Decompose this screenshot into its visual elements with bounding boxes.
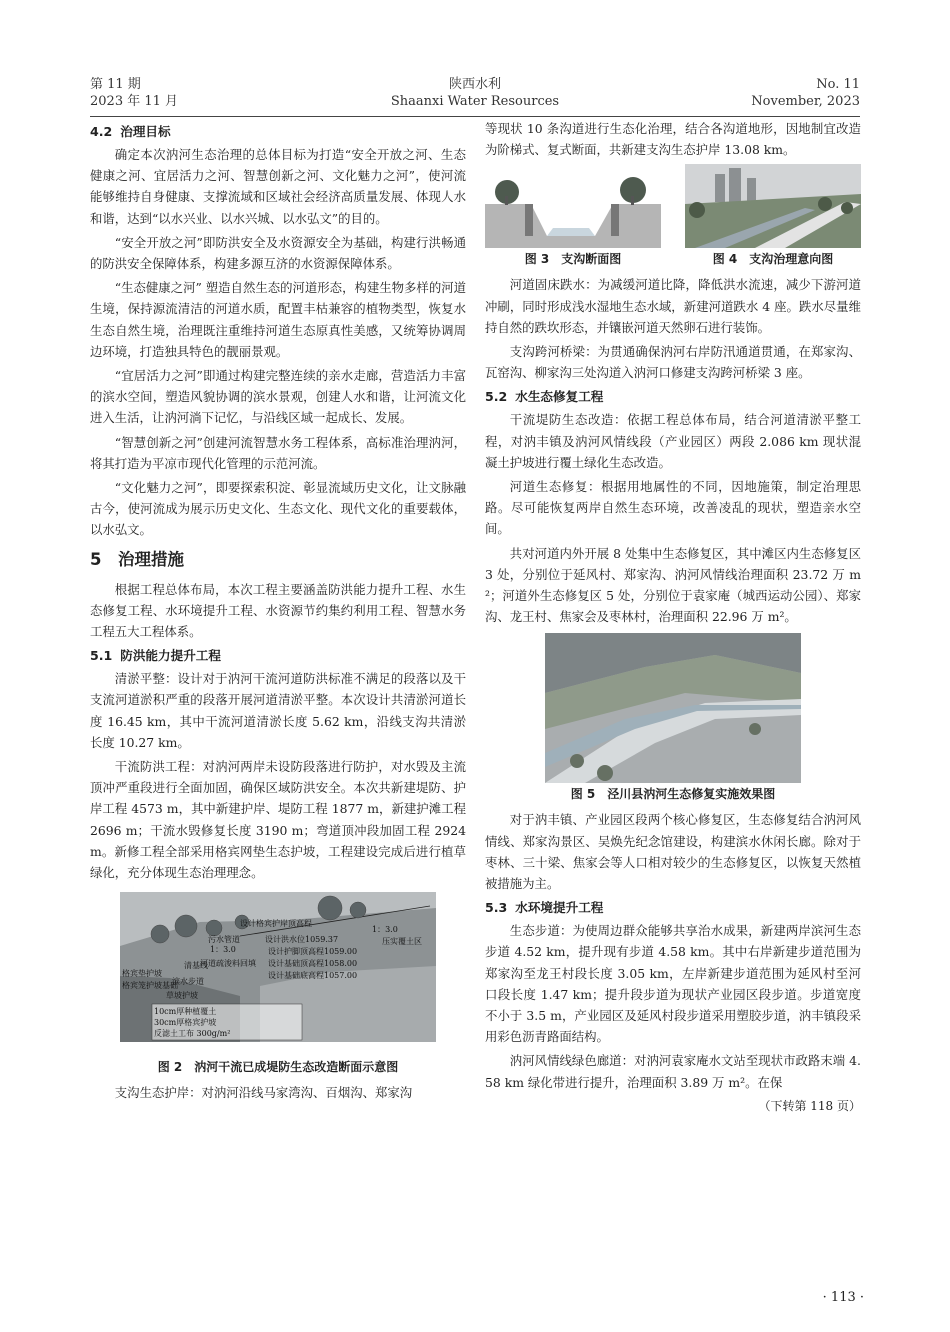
section-number: 4.2 bbox=[90, 124, 113, 139]
figure-3-ditch-section bbox=[485, 164, 661, 248]
section-heading-5 bbox=[90, 547, 466, 573]
fig2-label-found-bottom: 设计基础底高程1057.00 bbox=[268, 971, 358, 981]
figure-4-ditch-photo bbox=[685, 164, 861, 248]
paragraph: 支沟生态护岸：对汭河沿线马家湾沟、百烟沟、郑家沟 bbox=[114, 1085, 413, 1101]
fig2-label-sewer: 污水管道 bbox=[208, 935, 240, 945]
paragraph: 干流防洪工程：对汭河两岸未设防段落进行防护，对水毁及主流顶冲严重段进行全面加固，确保区域防洪安全。本次共新建堤防、护岸工程 4573 m，其中新建护岸、堤防工程 1877 m，新建护滩工程 2696 m；干流水毁修复长度 3190 m；弯道顶冲段加固工程 2924 m。新修工程全部采用格宾网垫生态护坡，工程建设完成后进行植草绿化，充分体现生态治理理念。 bbox=[90, 759, 466, 881]
figure-2-section-diagram bbox=[90, 886, 466, 1056]
paragraph: 共对河道内外开展 8 处集中生态修复区，其中滩区内生态修复区 3 处，分别位于延风村、郑家沟、汭河风情线治理面积 23.72 万 m²；河道外生态修复区 5 处，分别位于袁家庵（城西运动公园）、郑家沟、龙王村、焦家会及枣林村，治理面积 22.96 万 m²。 bbox=[485, 545, 861, 625]
fig2-label-gabion-base: 格宾笼护坡基础 bbox=[122, 981, 178, 991]
header-journal bbox=[90, 76, 860, 110]
journal-title-en: Shaanxi Water Resources bbox=[390, 94, 560, 109]
paragraph: “生态健康之河” 塑造自然生态的河道形态，构建生物多样的河道生境，保持源流清洁的河道水质，配置丰枯兼容的植物类型，恢复水生态自然生境，治理既注重维持河道生态原真性美感，又统筹协调周边环境，打造独具特色的靓丽景观。 bbox=[90, 280, 466, 359]
section-number: 5.1 bbox=[90, 648, 113, 664]
paragraph: 等现状 10 条沟道进行生态化治理，结合各沟道地形，因地制宜改造为阶梯式、复式断面，共新建支沟生态护岸 13.08 km。 bbox=[485, 121, 861, 158]
paragraph: “安全开放之河”即防洪安全及水资源安全为基础，构建行洪畅通的防洪安全保障体系，构建多源互济的水资源保障体系。 bbox=[90, 234, 466, 272]
fig2-label-layer3: 反滤土工布 300g/m² bbox=[154, 1029, 231, 1039]
figure-5-aerial-photo bbox=[485, 633, 861, 783]
section-number: 5 bbox=[90, 549, 102, 569]
paragraph: “文化魅力之河”，即要探索积淀、彰显流域历史文化，让文脉融古今，使河流成为展示历史文化、生态文化、现代文化的重要载体，以水弘文。 bbox=[90, 480, 466, 538]
fig2-label-berm: 1：3.0 bbox=[210, 945, 236, 955]
paragraph: 对于汭丰镇、产业园区段两个核心修复区，生态修复结合汭河风情线、郑家沟景区、吴焕先纪念馆建设，构建滨水休闲长廊。除对于枣林、三十梁、焦家会等人口相对较少的生态修复区，以恢复天然植被措施为主。 bbox=[485, 812, 861, 892]
fig2-label-wall-bottom: 设计护脚顶高程1059.00 bbox=[268, 947, 358, 957]
continued-note: （下转第 118 页） bbox=[758, 1098, 861, 1113]
fig2-label-walk: 滨水步道 bbox=[172, 977, 204, 987]
journal-title-cn: 陕西水利 bbox=[448, 77, 501, 92]
figure-3-caption: 图 3 支沟断面图 bbox=[524, 252, 622, 267]
section-title: 水环境提升工程 bbox=[515, 900, 604, 916]
running-header bbox=[90, 76, 860, 117]
header-date-en: November, 2023 bbox=[751, 94, 860, 109]
section-title: 治理措施 bbox=[118, 549, 185, 569]
section-heading-4-2 bbox=[90, 122, 466, 142]
fig2-label-berm2: 河道疏浚料回填 bbox=[200, 959, 256, 969]
fig2-label-top-cap: 设计格宾护岸顶高程 bbox=[240, 919, 312, 929]
fig2-label-plant: 草坡护坡 bbox=[166, 991, 198, 1001]
section-title: 治理目标 bbox=[120, 124, 171, 139]
page-number: · 113 · bbox=[822, 1290, 864, 1305]
paragraph: 干流堤防生态改造：依据工程总体布局，结合河道清淤平整工程，对汭丰镇及汭河风情线段（产业园区）两段 2.086 km 现状混凝土护坡进行覆土绿化生态改造。 bbox=[485, 412, 861, 470]
section-title: 水生态修复工程 bbox=[515, 389, 604, 405]
paragraph: 河道固床跌水：为减缓河道比降，降低洪水流速，减少下游河道冲刷，同时形成浅水湿地生态水域，新建河道跌水 4 座。跌水尽量维持自然的跌坎形态，并镶嵌河道天然卵石进行装饰。 bbox=[485, 277, 861, 335]
figure-3-4-row bbox=[485, 164, 861, 274]
figure-2-caption: 图 2 汭河干流已成堤防生态改造断面示意图 bbox=[157, 1060, 399, 1075]
figure-5-caption: 图 5 泾川县汭河生态修复实施效果图 bbox=[570, 787, 776, 802]
header-date-cn: 2023 年 11 月 bbox=[90, 94, 179, 109]
section-title: 防洪能力提升工程 bbox=[120, 648, 221, 664]
section-number: 5.2 bbox=[485, 389, 508, 405]
fig2-label-layer1: 10cm厚种植覆土 bbox=[154, 1007, 217, 1017]
paragraph: 支沟跨河桥梁：为贯通确保汭河右岸防汛通道贯通，在郑家沟、瓦窑沟、柳家沟三处沟道入汭河口修建支沟跨河桥梁 3 座。 bbox=[485, 344, 861, 381]
paragraph: 生态步道：为使周边群众能够共享治水成果，新建两岸滨河生态步道 4.52 km，提升现有步道 4.58 km。其中右岸新建步道范围为郑家沟至龙王村段长度 3.05 km，左岸新建步道范围为延风村至河口段长度 1.47 km；提升段步道为现状产业园区段步道。步道宽度不小于 3.5 m，产业园区及延风村段步道采用塑胶步道，汭丰镇段采用彩色沥青路面结构。 bbox=[485, 923, 861, 1045]
right-column bbox=[485, 118, 861, 1116]
section-heading-5-2 bbox=[485, 387, 861, 407]
paragraph: 河道生态修复：根据用地属性的不同，因地施策，制定治理思路。尽可能恢复两岸自然生态环境，改善凌乱的现状，塑造亲水空间。 bbox=[485, 479, 861, 537]
fig2-label-flood-level: 设计洪水位1059.37 bbox=[265, 935, 339, 945]
header-issue-cn: 第 11 期 bbox=[90, 77, 141, 92]
fig2-label-found-top: 设计基础顶高程1058.00 bbox=[268, 959, 358, 969]
paragraph: “宜居活力之河”即通过构建完整连续的亲水走廊，营造活力丰富的滨水空间，塑造风貌协调的滨水景观，创建人水和谐，让河流文化进入生活，让汭河淌下记忆，与沿线区域一起成长、发展。 bbox=[90, 368, 466, 426]
header-issue-en: No. 11 bbox=[816, 77, 860, 92]
paragraph: 汭河风情线绿色廊道：对汭河袁家庵水文站至现状市政路末端 4.58 km 绿化带进行提升，治理面积 3.89 万 m²。在保 bbox=[485, 1053, 861, 1090]
paragraph: “智慧创新之河”创建河流智慧水务工程体系，高标准治理汭河，将其打造为平凉市现代化管理的示范河流。 bbox=[90, 434, 466, 471]
paragraph: 根据工程总体布局，本次工程主要涵盖防洪能力提升工程、水生态修复工程、水环境提升工程、水资源节约集约利用工程、智慧水务工程五大工程体系。 bbox=[90, 581, 466, 640]
section-heading-5-1 bbox=[90, 646, 466, 666]
figure-4 bbox=[685, 164, 861, 274]
section-heading-5-3 bbox=[485, 898, 861, 918]
figure-3 bbox=[485, 164, 661, 274]
fig2-label-backfill: 压实覆土区 bbox=[382, 937, 422, 947]
paragraph: 清淤平整：设计对于汭河干流河道防洪标准不满足的段落以及干支流河道淤积严重的段落开展河道清淤平整。本次设计共清淤河道长度 16.45 km，其中干流河道清淤长度 5.62 km，沿线支沟共清淤长度 10.27 km。 bbox=[90, 671, 466, 750]
left-column bbox=[90, 118, 466, 1107]
fig2-label-slope: 1：3.0 bbox=[372, 925, 398, 935]
fig2-label-layer2: 30cm厚格宾护坡 bbox=[154, 1018, 217, 1028]
paragraph: 确定本次汭河生态治理的总体目标为打造“安全开放之河、生态健康之河、宜居活力之河、智慧创新之河、文化魅力之河”，使河流能够维持自身健康、支撑流域和区域社会经济高质量发展、体现人水和谐，达到“以水兴业、以水兴城、以水弘文”的目的。 bbox=[90, 147, 466, 226]
fig2-label-small: 清基线 bbox=[184, 961, 208, 971]
header-issue-right bbox=[751, 76, 860, 110]
fig2-label-pier: 格宾垫护坡 bbox=[122, 969, 162, 979]
figure-4-caption: 图 4 支沟治理意向图 bbox=[712, 252, 834, 267]
section-number: 5.3 bbox=[485, 900, 508, 916]
